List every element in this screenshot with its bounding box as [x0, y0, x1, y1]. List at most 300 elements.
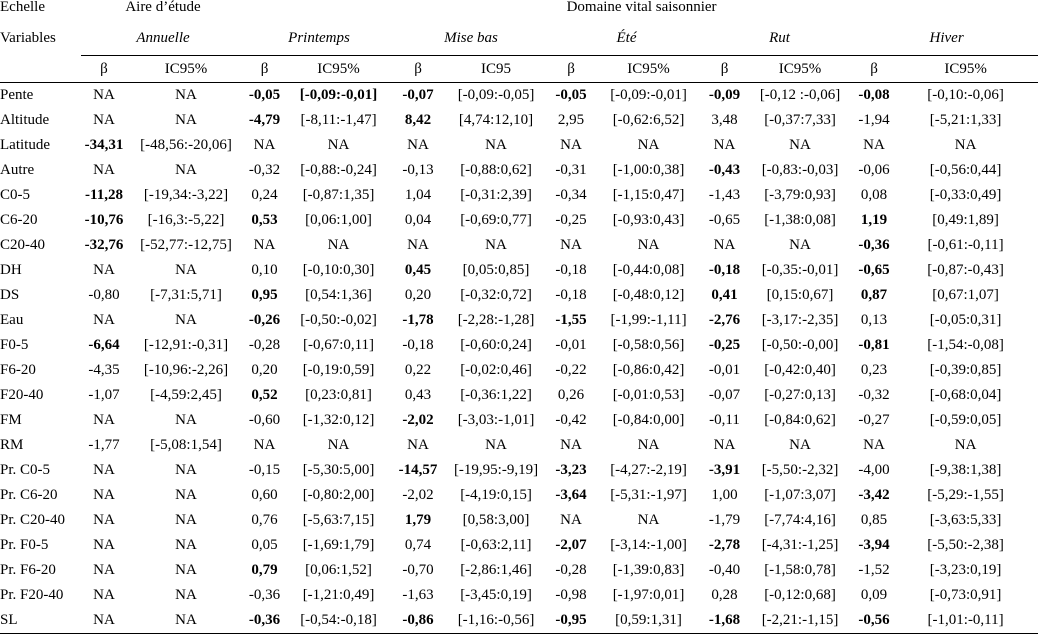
beta-cell: -0,40: [708, 562, 741, 578]
beta-cell: -1,78: [402, 312, 434, 328]
ci-cell: [-1,15:0,47]: [612, 187, 685, 203]
beta-cell: -0,25: [708, 337, 741, 353]
ci-cell: NA: [327, 137, 350, 153]
ci-cell: [0,67:1,07]: [932, 287, 999, 303]
beta-cell: 0,76: [251, 512, 278, 528]
beta-cell: -0,18: [708, 262, 741, 278]
beta-cell: -0,65: [708, 212, 741, 228]
ci-cell: [-0,62:6,52]: [612, 112, 685, 128]
beta-cell: 8,42: [404, 112, 432, 128]
ci-cell: NA: [637, 237, 660, 253]
ci-cell: NA: [175, 262, 197, 278]
beta-cell: -0,70: [402, 562, 434, 578]
beta-cell: NA: [93, 487, 115, 503]
beta-cell: 0,28: [711, 587, 738, 603]
table-row: [0, 383, 1038, 408]
beta-cell: -4,35: [88, 362, 120, 378]
table-row: [0, 483, 1038, 508]
ci-cell: [-0,83:-0,03]: [761, 162, 839, 178]
beta-cell: NA: [93, 312, 115, 328]
ci-cell: NA: [954, 137, 977, 153]
ci-cell: [0,06:1,00]: [305, 212, 372, 228]
ci-cell: [-0,73:0,91]: [929, 587, 1002, 603]
beta-cell: 0,52: [251, 387, 278, 403]
beta-cell: -2,07: [555, 537, 587, 553]
row-label: F0-5: [0, 337, 29, 353]
ci-cell: NA: [175, 537, 197, 553]
ci-cell: [-5,30:5,00]: [302, 462, 375, 478]
ci-cell: [-0,02:0,46]: [460, 362, 532, 378]
row-label: C0-5: [0, 187, 30, 203]
ci-cell: [-2,28:-1,28]: [457, 312, 535, 328]
season-printemps: Printemps: [245, 21, 393, 56]
table-row: [0, 533, 1038, 558]
ci-header: IC95%: [745, 56, 855, 83]
table-row: [0, 508, 1038, 533]
beta-cell: 3,48: [711, 112, 738, 128]
ci-cell: [-0,63:2,11]: [460, 537, 532, 553]
beta-cell: 0,79: [251, 562, 278, 578]
beta-cell: NA: [560, 512, 582, 528]
beta-cell: -0,28: [248, 337, 281, 353]
variables-label: Variables: [0, 30, 56, 47]
ci-cell: [-0,84:0,00]: [612, 412, 685, 428]
beta-cell: -0,56: [855, 608, 893, 634]
beta-cell: 0,95: [251, 287, 278, 303]
table-row: [0, 408, 1038, 433]
beta-cell: -3,91: [708, 462, 741, 478]
beta-cell: -10,76: [84, 212, 124, 228]
ci-cell: NA: [327, 437, 350, 453]
ci-cell: [-52,77:-12,75]: [140, 237, 232, 253]
table-row: [0, 583, 1038, 608]
beta-cell: -0,98: [555, 587, 587, 603]
ci-cell: [-0,42:0,40]: [764, 362, 836, 378]
beta-cell: 1,19: [860, 212, 888, 228]
beta-cell: NA: [863, 137, 885, 153]
beta-cell: NA: [713, 437, 736, 453]
table-row: [0, 108, 1038, 133]
beta-cell: -0,36: [858, 237, 890, 253]
ci-cell: [-7,74:4,16]: [764, 512, 836, 528]
ci-cell: [0,06:1,52]: [305, 562, 372, 578]
ci-cell: [-5,50:-2,38]: [927, 537, 1004, 553]
beta-cell: NA: [863, 437, 885, 453]
beta-cell: -0,65: [858, 262, 890, 278]
beta-cell: NA: [93, 262, 115, 278]
beta-cell: 0,26: [557, 387, 585, 403]
beta-cell: -1,55: [555, 312, 587, 328]
row-label: F20-40: [0, 387, 44, 403]
beta-cell: -0,18: [555, 262, 587, 278]
beta-cell: -0,25: [555, 212, 587, 228]
beta-cell: NA: [713, 137, 736, 153]
row-label: DH: [0, 262, 22, 278]
ci-cell: NA: [175, 562, 197, 578]
ci-cell: [-4,31:-1,25]: [761, 537, 839, 553]
ci-cell: [-48,56:-20,06]: [140, 137, 232, 153]
table-row: [0, 208, 1038, 233]
ci-cell: [-1,07:3,07]: [764, 487, 836, 503]
ci-cell: [-0,88:0,62]: [460, 162, 532, 178]
ci-cell: [-1,69:1,79]: [302, 537, 375, 553]
beta-cell: 0,45: [404, 262, 432, 278]
ci-cell: [-0,58:0,56]: [612, 337, 685, 353]
beta-cell: -0,05: [555, 87, 587, 103]
table-row: [0, 333, 1038, 358]
beta-cell: 1,79: [404, 512, 432, 528]
row-label: F6-20: [0, 362, 36, 378]
beta-cell: -0,15: [248, 462, 281, 478]
beta-cell: NA: [93, 562, 115, 578]
beta-cell: 0,20: [251, 362, 278, 378]
ci-cell: [-0,69:0,77]: [460, 212, 532, 228]
row-label: Pr. C0-5: [0, 462, 51, 478]
ci-cell: [-5,08:1,54]: [150, 437, 222, 453]
header-row-scale: [0, 0, 1038, 21]
beta-cell: NA: [93, 112, 115, 128]
beta-cell: -0,32: [248, 162, 281, 178]
beta-cell: -0,22: [555, 362, 587, 378]
table-row: [0, 308, 1038, 333]
ci-cell: [-4,59:2,45]: [150, 387, 222, 403]
beta-cell: -11,28: [85, 187, 123, 203]
ci-cell: [0,15:0,67]: [766, 287, 834, 303]
ci-cell: [-19,34:-3,22]: [143, 187, 229, 203]
beta-cell: -1,07: [88, 387, 120, 403]
ci-cell: [-0,37:7,33]: [764, 112, 836, 128]
ci-cell: [-1,32:0,12]: [302, 412, 375, 428]
beta-cell: NA: [253, 437, 276, 453]
beta-header: β: [393, 56, 443, 83]
empty-header-cell: [0, 56, 81, 83]
ci-cell: [-5,31:-1,97]: [610, 487, 687, 503]
row-label: RM: [0, 437, 24, 453]
beta-cell: 0,08: [860, 187, 888, 203]
beta-cell: -0,01: [708, 362, 741, 378]
ci-cell: [-0,19:0,59]: [302, 362, 375, 378]
ci-cell: [-0,10:-0,06]: [927, 87, 1004, 103]
beta-cell: -0,34: [555, 187, 587, 203]
table-row: [0, 358, 1038, 383]
ci-cell: [-0,60:0,24]: [460, 337, 532, 353]
ci-cell: [-1,38:0,08]: [764, 212, 836, 228]
beta-cell: 1,04: [404, 187, 432, 203]
beta-cell: -34,31: [84, 137, 124, 153]
ci-cell: NA: [175, 487, 197, 503]
row-label: Pr. F6-20: [0, 562, 56, 578]
beta-cell: -0,07: [402, 87, 434, 103]
ci-cell: [-0,10:0,30]: [302, 262, 375, 278]
ci-cell: [0,05:0,85]: [462, 262, 530, 278]
ci-cell: [-0,93:0,43]: [612, 212, 685, 228]
ci-cell: [-5,63:7,15]: [302, 512, 375, 528]
beta-cell: -0,32: [858, 387, 890, 403]
beta-cell: NA: [560, 137, 582, 153]
beta-cell: NA: [93, 537, 115, 553]
beta-cell: -14,57: [398, 462, 438, 478]
ci-cell: [-10,96:-2,26]: [143, 362, 229, 378]
beta-cell: 0,87: [860, 287, 888, 303]
beta-cell: 0,05: [251, 537, 278, 553]
ci-cell: NA: [485, 137, 507, 153]
beta-cell: NA: [407, 237, 429, 253]
table-row: [0, 183, 1038, 208]
ci-cell: [-0,87:1,35]: [302, 187, 375, 203]
beta-cell: -1,52: [858, 562, 890, 578]
ci-cell: [-3,17:-2,35]: [761, 312, 839, 328]
ci-cell: [-3,45:0,19]: [460, 587, 532, 603]
beta-cell: -0,42: [555, 412, 587, 428]
beta-cell: -0,95: [549, 608, 593, 634]
beta-cell: -0,43: [708, 162, 741, 178]
ci-cell: [-8,11:-1,47]: [300, 112, 377, 128]
beta-cell: -0,36: [245, 608, 284, 634]
beta-cell: -2,78: [708, 537, 741, 553]
beta-cell: NA: [93, 462, 115, 478]
beta-cell: -1,79: [708, 512, 741, 528]
beta-cell: -1,77: [88, 437, 120, 453]
row-label: DS: [0, 287, 20, 303]
beta-cell: -1,94: [858, 112, 890, 128]
beta-header: β: [245, 56, 284, 83]
ci-cell: [-19,95:-9,19]: [453, 462, 539, 478]
beta-cell: NA: [253, 237, 276, 253]
ci-cell: [-5,50:-2,32]: [761, 462, 839, 478]
ci-cell: NA: [127, 608, 245, 634]
header-row-stats: [0, 56, 1038, 83]
beta-cell: -0,09: [708, 87, 741, 103]
ci-cell: [-16,3:-5,22]: [147, 212, 225, 228]
ci-cell: NA: [175, 512, 197, 528]
ci-cell: [-1,58:0,78]: [764, 562, 836, 578]
ci-cell: NA: [637, 137, 660, 153]
ci-cell: NA: [954, 437, 977, 453]
ci-cell: [-1,00:0,38]: [612, 162, 685, 178]
ci-cell: NA: [175, 312, 197, 328]
ci-cell: NA: [175, 412, 197, 428]
ci-cell: [0,23:0,81]: [305, 387, 372, 403]
row-label: Pr. C20-40: [0, 512, 66, 528]
ci-header: IC95%: [127, 56, 245, 83]
table-row: [0, 283, 1038, 308]
row-label: Pr. F0-5: [0, 537, 49, 553]
season-ete: Été: [549, 21, 704, 56]
beta-cell: -4,00: [858, 462, 890, 478]
beta-cell: NA: [407, 437, 429, 453]
domaine-vital-label: Domaine vital saisonnier: [566, 0, 717, 15]
ci-cell: [-1,01:-0,11]: [893, 608, 1038, 634]
beta-cell: -4,79: [248, 112, 281, 128]
beta-cell: 2,95: [557, 112, 585, 128]
beta-cell: -0,60: [248, 412, 281, 428]
beta-cell: -0,81: [858, 337, 890, 353]
ci-cell: [-0,50:-0,02]: [300, 312, 377, 328]
table-body: [0, 83, 1038, 634]
ci-cell: NA: [485, 437, 507, 453]
ci-cell: [0,49:1,89]: [932, 212, 999, 228]
beta-cell: NA: [93, 587, 115, 603]
table-row: [0, 233, 1038, 258]
beta-cell: -3,94: [858, 537, 890, 553]
ci-cell: [-0,87:-0,43]: [927, 262, 1004, 278]
ci-cell: [0,59:1,31]: [593, 608, 704, 634]
beta-cell: 0,85: [860, 512, 888, 528]
ci-cell: NA: [175, 162, 197, 178]
header-row-seasons: [0, 21, 1038, 56]
ci-cell: [-0,54:-0,18]: [284, 608, 393, 634]
beta-cell: -32,76: [84, 237, 124, 253]
beta-cell: 0,09: [860, 587, 888, 603]
beta-cell: -0,11: [709, 412, 740, 428]
beta-cell: NA: [93, 87, 115, 103]
beta-cell: -2,76: [708, 312, 741, 328]
ci-cell: [-1,99:-1,11]: [610, 312, 687, 328]
row-label: Pr. F20-40: [0, 587, 64, 603]
beta-cell: 0,24: [251, 187, 278, 203]
beta-cell: -1,68: [704, 608, 745, 634]
ci-cell: [-0,33:0,49]: [929, 187, 1002, 203]
ci-cell: [-0,09:-0,05]: [457, 87, 535, 103]
row-label: Autre: [0, 162, 35, 178]
table-row: [0, 458, 1038, 483]
beta-header: β: [81, 56, 127, 83]
beta-cell: 1,00: [711, 487, 738, 503]
row-label: Altitude: [0, 112, 50, 128]
ci-cell: [-0,88:-0,24]: [300, 162, 377, 178]
beta-cell: -3,64: [555, 487, 587, 503]
ci-cell: [-1,39:0,83]: [612, 562, 685, 578]
ci-cell: [-1,54:-0,08]: [927, 337, 1004, 353]
beta-cell: -0,86: [393, 608, 443, 634]
beta-cell: 0,43: [404, 387, 432, 403]
ci-cell: NA: [637, 437, 660, 453]
beta-cell: -0,08: [858, 87, 890, 103]
beta-cell: NA: [253, 137, 276, 153]
beta-cell: -0,36: [248, 587, 281, 603]
ci-cell: [-0,09:-0,01]: [299, 87, 378, 103]
ci-cell: NA: [175, 87, 197, 103]
ci-cell: NA: [327, 237, 350, 253]
row-label: C20-40: [0, 237, 45, 253]
beta-cell: -0,80: [88, 287, 120, 303]
ci-cell: [-3,03:-1,01]: [457, 412, 535, 428]
ci-cell: [-0,48:0,12]: [612, 287, 685, 303]
table-row: [0, 83, 1038, 109]
ci-cell: NA: [175, 112, 197, 128]
beta-cell: NA: [93, 512, 115, 528]
beta-cell: 0,04: [404, 212, 432, 228]
beta-cell: -0,06: [858, 162, 890, 178]
beta-cell: 0,60: [251, 487, 278, 503]
beta-cell: NA: [81, 608, 127, 634]
beta-cell: -0,18: [555, 287, 587, 303]
ci-cell: [-0,59:0,05]: [929, 412, 1002, 428]
beta-header: β: [855, 56, 893, 83]
season-mise-bas: Mise bas: [393, 21, 549, 56]
ci-cell: [-7,31:5,71]: [150, 287, 222, 303]
aire-etude-label: Aire d’étude: [125, 0, 201, 15]
ci-cell: NA: [485, 237, 507, 253]
beta-cell: -0,28: [555, 562, 587, 578]
ci-cell: [-12,91:-0,31]: [143, 337, 229, 353]
ci-cell: [-3,23:0,19]: [929, 562, 1002, 578]
table-row: [0, 133, 1038, 158]
beta-cell: 0,22: [404, 362, 432, 378]
row-label: Pente: [0, 87, 34, 103]
ci-header: IC95%: [893, 56, 1038, 83]
season-rut: Rut: [704, 21, 855, 56]
table-row: [0, 158, 1038, 183]
beta-cell: -0,13: [402, 162, 434, 178]
ci-cell: [-4,19:0,15]: [460, 487, 532, 503]
ci-cell: [-4,27:-2,19]: [610, 462, 687, 478]
beta-cell: 0,10: [251, 262, 278, 278]
beta-header: β: [549, 56, 593, 83]
beta-cell: -6,64: [88, 337, 120, 353]
ci-header: IC95%: [593, 56, 704, 83]
ci-cell: [-0,35:-0,01]: [761, 262, 839, 278]
ci-cell: [-3,63:5,33]: [929, 512, 1002, 528]
beta-cell: NA: [713, 237, 736, 253]
beta-cell: -0,31: [555, 162, 587, 178]
ci-header: IC95%: [284, 56, 393, 83]
ci-cell: [-3,14:-1,00]: [610, 537, 687, 553]
ci-cell: [-0,31:2,39]: [460, 187, 532, 203]
beta-header: β: [704, 56, 745, 83]
beta-cell: NA: [560, 237, 582, 253]
row-label: Eau: [0, 312, 24, 328]
ci-cell: [-0,56:0,44]: [929, 162, 1002, 178]
ci-cell: NA: [789, 137, 811, 153]
ci-cell: [-0,61:-0,11]: [927, 237, 1004, 253]
season-annuelle: Annuelle: [81, 21, 245, 56]
row-label: C6-20: [0, 212, 38, 228]
ci-cell: [-0,86:0,42]: [612, 362, 685, 378]
ci-cell: [-3,79:0,93]: [764, 187, 836, 203]
beta-cell: -0,18: [402, 337, 434, 353]
beta-cell: 0,74: [404, 537, 432, 553]
ci-cell: [4,74:12,10]: [458, 112, 534, 128]
ci-cell: [-0,32:0,72]: [460, 287, 532, 303]
table-row: [0, 558, 1038, 583]
ci-header: IC95: [443, 56, 549, 83]
beta-cell: 0,41: [711, 287, 738, 303]
beta-cell: -2,02: [402, 412, 434, 428]
row-label: Latitude: [0, 137, 50, 153]
beta-cell: 0,13: [860, 312, 888, 328]
ci-cell: [-0,50:-0,00]: [761, 337, 839, 353]
beta-cell: 0,53: [251, 212, 278, 228]
ci-cell: [-9,38:1,38]: [929, 462, 1002, 478]
ci-cell: NA: [637, 512, 660, 528]
ci-cell: [-0,84:0,62]: [764, 412, 836, 428]
ci-cell: [-0,12 :-0,06]: [759, 87, 841, 103]
ci-cell: NA: [789, 237, 811, 253]
ci-cell: NA: [175, 462, 197, 478]
beta-cell: -0,01: [555, 337, 587, 353]
beta-cell: -0,05: [248, 87, 281, 103]
table-row: [0, 433, 1038, 458]
beta-cell: -0,26: [248, 312, 281, 328]
ci-cell: [-0,12:0,68]: [764, 587, 836, 603]
ci-cell: [-0,05:0,31]: [929, 312, 1002, 328]
ci-cell: [-0,36:1,22]: [460, 387, 532, 403]
ci-cell: [-2,86:1,46]: [460, 562, 532, 578]
beta-cell: NA: [93, 412, 115, 428]
ci-cell: [-0,44:0,08]: [612, 262, 685, 278]
ci-cell: [0,58:3,00]: [462, 512, 530, 528]
